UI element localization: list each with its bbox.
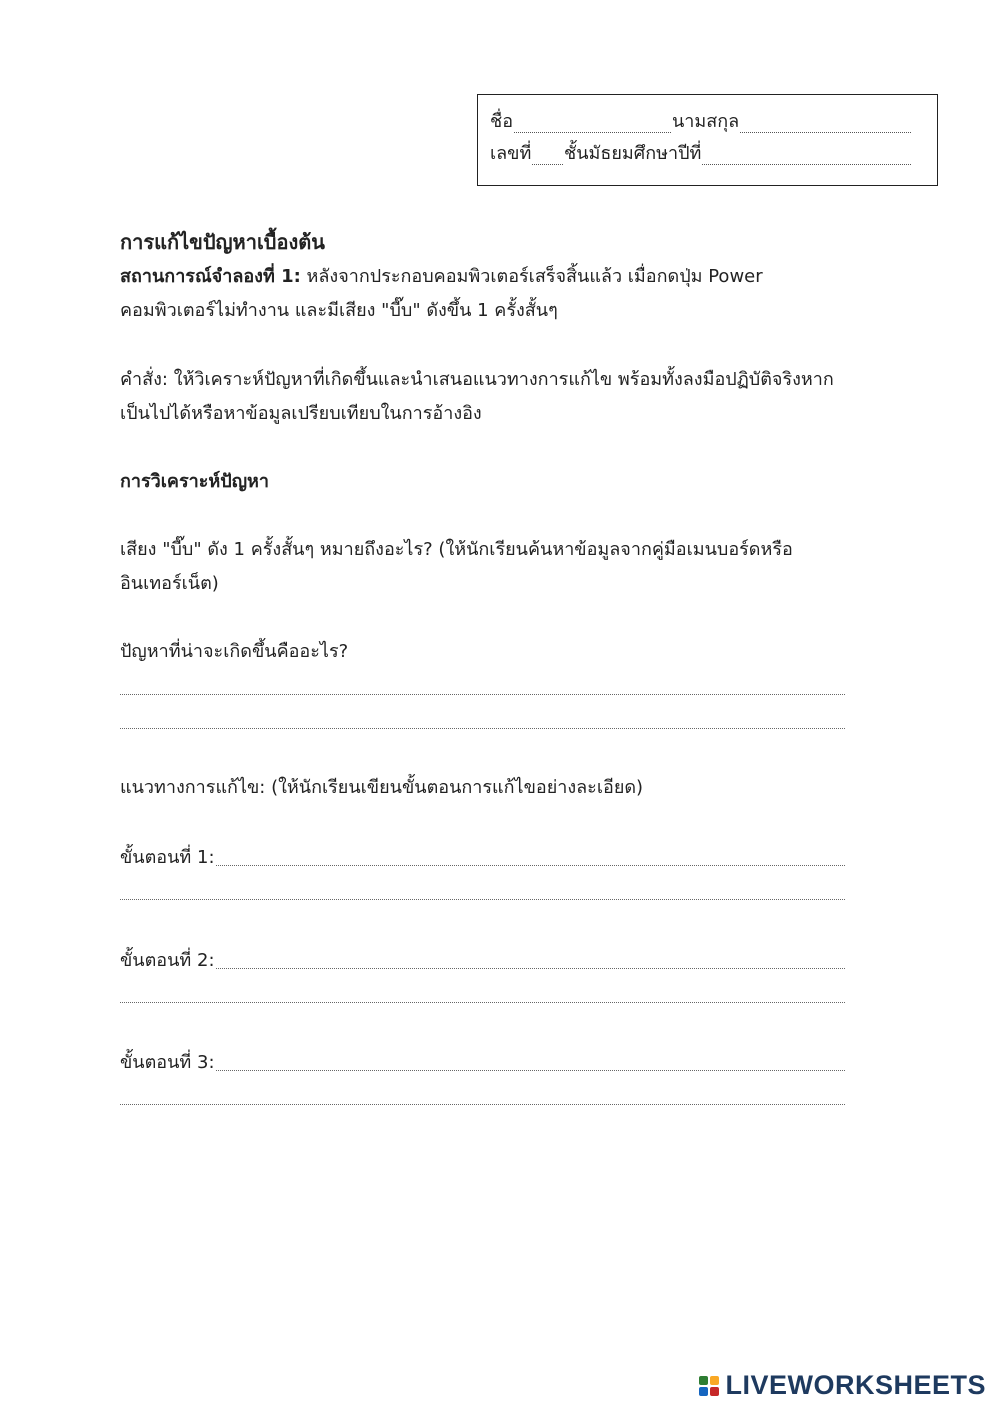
question-1-line-1: เสียง "บี๊บ" ดัง 1 ครั้งสั้นๆ หมายถึงอะไร? (ให้นักเรียนค้นหาข้อมูลจากคู่มือเมนบอร์ดหรือ: [120, 539, 793, 560]
step-1-answer-line[interactable]: [216, 865, 845, 866]
answer-line[interactable]: [120, 694, 845, 695]
scenario-text-1: หลังจากประกอบคอมพิวเตอร์เสร็จสิ้นแล้ว เมื่อกดปุ่ม Power: [300, 266, 763, 287]
solution-heading: แนวทางการแก้ไข: (ให้นักเรียนเขียนขั้นตอนการแก้ไขอย่างละเอียด): [120, 777, 644, 798]
step-2-answer-line[interactable]: [216, 968, 845, 969]
liveworksheets-logo: [699, 1370, 986, 1401]
step-1-label: ขั้นตอนที่ 1:: [120, 847, 215, 868]
number-label: เลขที่: [490, 143, 532, 164]
number-row: [490, 141, 911, 165]
instruction-line-1: คำสั่ง: ให้วิเคราะห์ปัญหาที่เกิดขึ้นและนำเสนอแนวทางการแก้ไข พร้อมทั้งลงมือปฏิบัติจริงหาก: [120, 369, 834, 390]
logo-square-icon: [710, 1376, 719, 1385]
step-1-answer-line-2[interactable]: [120, 899, 845, 900]
step-2-answer-line-2[interactable]: [120, 1002, 845, 1003]
scenario-label: สถานการณ์จำลองที่ 1:: [120, 266, 301, 287]
name-label: ชื่อ: [490, 111, 514, 132]
scenario-line-1: [120, 260, 763, 294]
step-3-answer-line-2[interactable]: [120, 1104, 845, 1105]
surname-label: นามสกุล: [672, 111, 740, 132]
step-2-label: ขั้นตอนที่ 2:: [120, 950, 215, 971]
instruction-line-2: เป็นไปได้หรือหาข้อมูลเปรียบเทียบในการอ้างอิง: [120, 403, 482, 424]
question-2: ปัญหาที่น่าจะเกิดขึ้นคืออะไร?: [120, 641, 349, 662]
student-info-box: [477, 94, 938, 186]
scenario-line-2: คอมพิวเตอร์ไม่ทำงาน และมีเสียง "บี๊บ" ดังขึ้น 1 ครั้งสั้นๆ: [120, 300, 558, 321]
question-1-line-2: อินเทอร์เน็ต): [120, 573, 219, 594]
step-3-answer-line[interactable]: [216, 1070, 845, 1071]
logo-square-icon: [699, 1376, 708, 1385]
grade-label: ชั้นมัธยมศึกษาปีที่: [564, 143, 702, 164]
logo-square-icon: [710, 1387, 719, 1396]
logo-square-icon: [699, 1387, 708, 1396]
step-3-label: ขั้นตอนที่ 3:: [120, 1052, 215, 1073]
name-row: [490, 109, 911, 133]
page-title: การแก้ไขปัญหาเบื้องต้น: [120, 230, 325, 254]
answer-line[interactable]: [120, 728, 845, 729]
analysis-heading: การวิเคราะห์ปัญหา: [120, 471, 270, 492]
logo-mark-icon: [699, 1376, 719, 1396]
logo-text: LIVEWORKSHEETS: [725, 1370, 986, 1400]
